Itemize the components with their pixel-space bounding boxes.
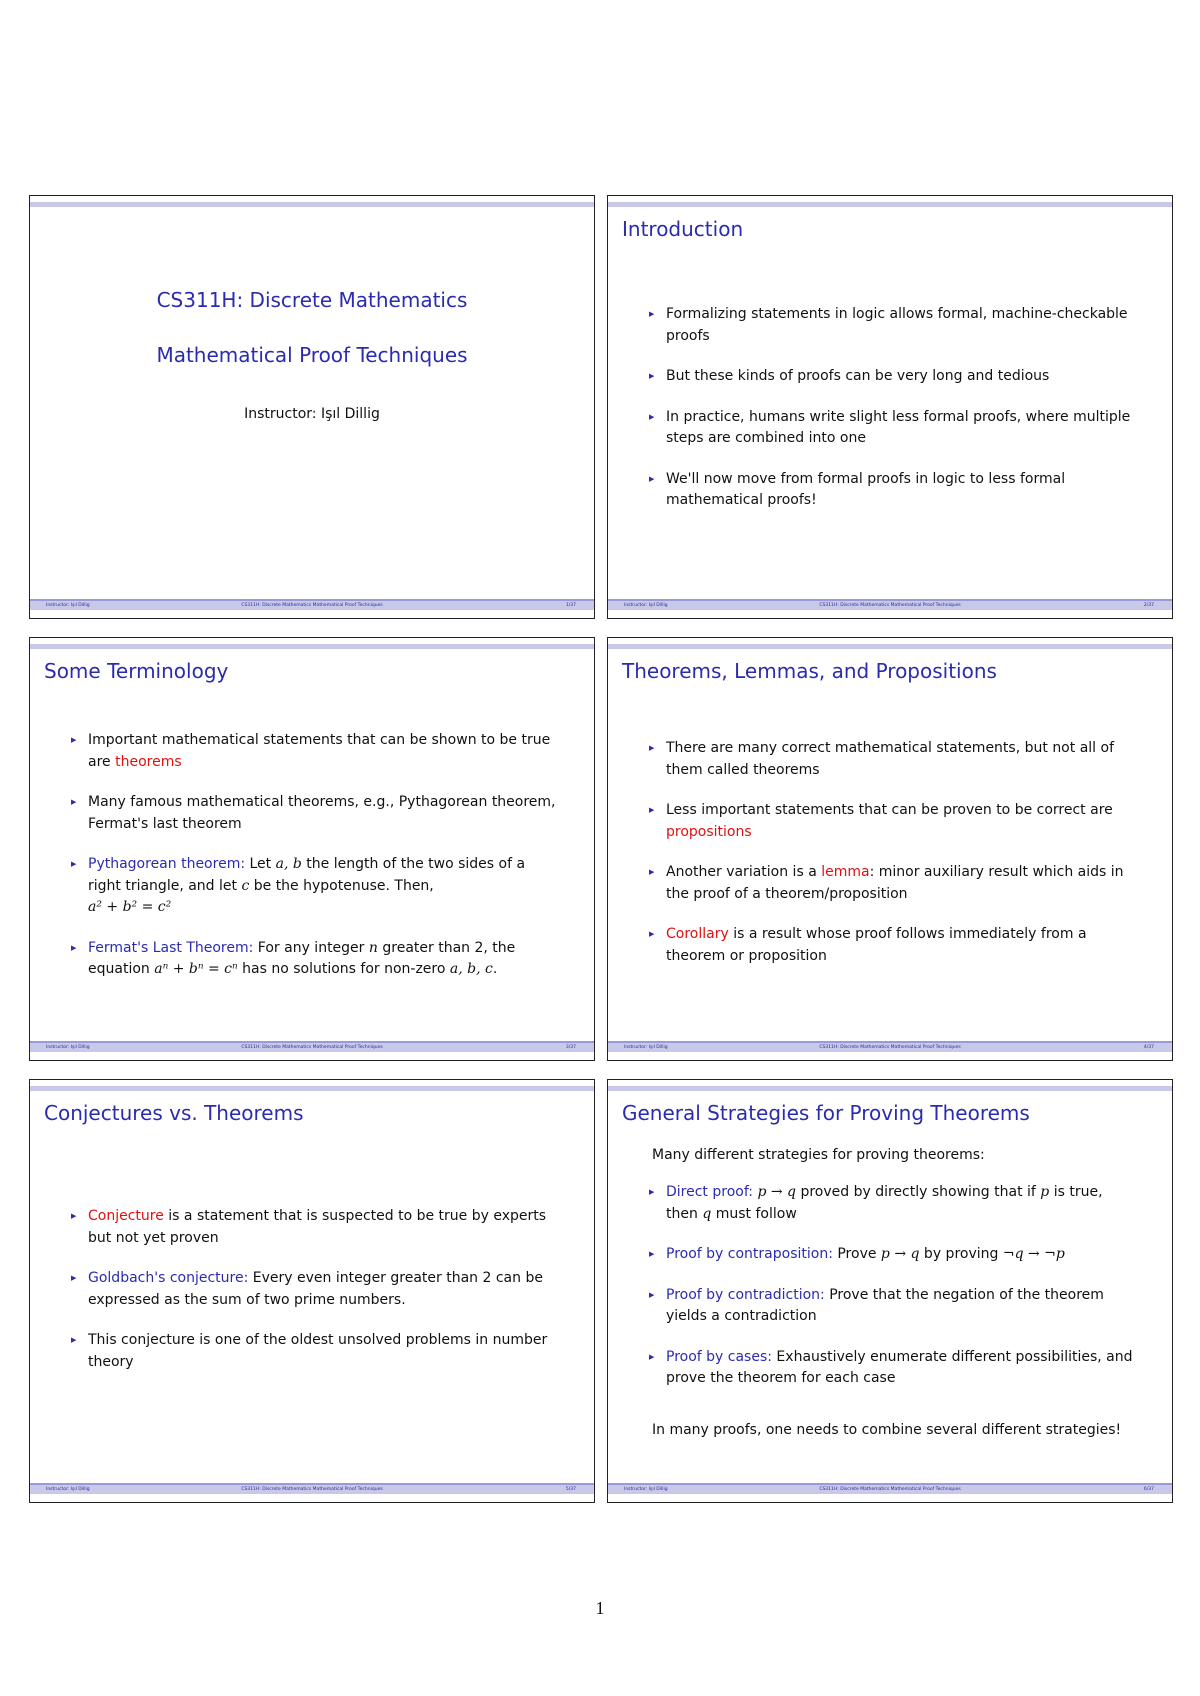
list-item: ▶ Proof by contradiction: Prove that the negation of the theorem yields a contradiction xyxy=(666,1285,1134,1328)
list-item: ▶ There are many correct mathematical statements, but not all of them called theorems xyxy=(666,738,1134,781)
bullet-list xyxy=(88,1206,556,1373)
footer-course: CS311H: Discrete Mathematics Mathematical Proof Techniques xyxy=(241,1045,383,1050)
footer-page: 3/37 xyxy=(565,1045,576,1050)
list-item: ▶ This conjecture is one of the oldest unsolved problems in number theory xyxy=(88,1330,556,1373)
footer-author: Instructor: Işıl Dillig xyxy=(624,1045,668,1050)
slide-theorems-lemmas xyxy=(607,637,1173,1061)
footer-page: 1/37 xyxy=(565,603,576,608)
list-item: ▶ Less important statements that can be proven to be correct are propositions xyxy=(666,800,1134,843)
footer-course: CS311H: Discrete Mathematics Mathematical Proof Techniques xyxy=(241,603,383,608)
list-item: ▶ Another variation is a lemma: minor auxiliary result which aids in the proof of a theorem/proposition xyxy=(666,862,1134,905)
slide-conjectures xyxy=(29,1079,595,1503)
formula: aⁿ + bⁿ = cⁿ xyxy=(154,961,238,977)
footer-course: CS311H: Discrete Mathematics Mathematical Proof Techniques xyxy=(241,1487,383,1492)
formula: p → q xyxy=(880,1246,920,1262)
list-item: ▶ Corollary is a result whose proof follows immediately from a theorem or proposition xyxy=(666,924,1134,967)
term-highlight: Fermat's Last Theorem: xyxy=(88,939,254,956)
outro-text: In many proofs, one needs to combine several different strategies! xyxy=(652,1422,1122,1438)
slide-proof-strategies xyxy=(607,1079,1173,1503)
slide-heading: Introduction xyxy=(622,217,744,241)
list-item: ▶ Proof by contraposition: Prove p → q by proving ¬q → ¬p xyxy=(666,1244,1134,1266)
term-highlight: Pythagorean theorem: xyxy=(88,856,246,872)
slide-heading: Conjectures vs. Theorems xyxy=(44,1101,304,1125)
formula: p → q xyxy=(757,1184,796,1200)
term-highlight: propositions xyxy=(666,823,752,840)
list-item: ▶ But these kinds of proofs can be very long and tedious xyxy=(666,366,1134,388)
slide-heading: General Strategies for Proving Theorems xyxy=(622,1101,1030,1125)
list-item: ▶ Formalizing statements in logic allows formal, machine-checkable proofs xyxy=(666,304,1134,347)
page-number: 1 xyxy=(595,1598,605,1618)
slide-heading: Some Terminology xyxy=(44,659,229,683)
slide-footer xyxy=(30,1041,594,1052)
footer-course: CS311H: Discrete Mathematics Mathematical Proof Techniques xyxy=(819,1045,961,1050)
footer-author: Instructor: Işıl Dillig xyxy=(46,1487,90,1492)
list-item: ▶ Pythagorean theorem: Let a, b the length of the two sides of a right triangle, and let c be the hypotenuse. Then, a² + b² = c² xyxy=(88,854,556,919)
term-highlight: Direct proof: xyxy=(666,1184,753,1200)
list-item: ▶ We'll now move from formal proofs in logic to less formal mathematical proofs! xyxy=(666,469,1134,512)
list-item: ▶ Direct proof: p → q proved by directly showing that if p is true, then q must follow xyxy=(666,1182,1134,1225)
course-title: CS311H: Discrete Mathematics xyxy=(156,288,468,312)
term-highlight: Proof by contradiction: xyxy=(666,1286,825,1303)
footer-author: Instructor: Işıl Dillig xyxy=(46,603,90,608)
bullet-list xyxy=(666,1182,1134,1390)
lecture-topic: Mathematical Proof Techniques xyxy=(156,343,468,367)
term-highlight: Conjecture xyxy=(88,1208,164,1224)
list-item: ▶ Conjecture is a statement that is suspected to be true by experts but not yet proven xyxy=(88,1206,556,1249)
footer-author: Instructor: Işıl Dillig xyxy=(46,1045,90,1050)
footer-course: CS311H: Discrete Mathematics Mathematical Proof Techniques xyxy=(819,603,961,608)
formula: ¬q → ¬p xyxy=(1002,1246,1065,1262)
term-highlight: theorems xyxy=(115,753,182,770)
instructor-line: Instructor: Işıl Dillig xyxy=(244,406,380,422)
list-item: ▶ Goldbach's conjecture: Every even integer greater than 2 can be expressed as the sum of two prime numbers. xyxy=(88,1268,556,1311)
slide-footer xyxy=(608,1483,1172,1494)
slide-terminology xyxy=(29,637,595,1061)
list-item: ▶ Fermat's Last Theorem: For any integer n greater than 2, the equation aⁿ + bⁿ = cⁿ has no solutions for non-zero a, b, c. xyxy=(88,938,556,981)
footer-page: 4/37 xyxy=(1143,1045,1154,1050)
slide-footer xyxy=(30,1483,594,1494)
list-item: ▶ Many famous mathematical theorems, e.g., Pythagorean theorem, Fermat's last theorem xyxy=(88,792,556,835)
slide-introduction xyxy=(607,195,1173,619)
term-highlight: Proof by cases: xyxy=(666,1348,772,1365)
slide-footer xyxy=(608,599,1172,610)
slide-footer xyxy=(30,599,594,610)
footer-course: CS311H: Discrete Mathematics Mathematical Proof Techniques xyxy=(819,1487,961,1492)
list-item: ▶ In practice, humans write slight less formal proofs, where multiple steps are combined into one xyxy=(666,407,1134,450)
slide-heading: Theorems, Lemmas, and Propositions xyxy=(622,659,997,683)
footer-author: Instructor: Işıl Dillig xyxy=(624,603,668,608)
slide-footer xyxy=(608,1041,1172,1052)
list-item: ▶ Proof by cases: Exhaustively enumerate different possibilities, and prove the theorem for each case xyxy=(666,1347,1134,1390)
bullet-list xyxy=(666,304,1134,512)
term-highlight: Corollary xyxy=(666,926,729,942)
footer-page: 6/37 xyxy=(1143,1487,1154,1492)
list-item: ▶ Important mathematical statements that can be shown to be true are theorems xyxy=(88,730,556,773)
slide-title xyxy=(29,195,595,619)
term-highlight: Proof by contraposition: xyxy=(666,1246,833,1262)
bullet-list xyxy=(88,730,556,981)
intro-text: Many different strategies for proving theorems: xyxy=(652,1147,985,1163)
footer-author: Instructor: Işıl Dillig xyxy=(624,1487,668,1492)
footer-page: 2/37 xyxy=(1143,603,1154,608)
formula: a² + b² = c² xyxy=(88,899,172,915)
term-highlight: lemma xyxy=(821,864,870,880)
bullet-list xyxy=(666,738,1134,967)
footer-page: 5/37 xyxy=(565,1487,576,1492)
term-highlight: Goldbach's conjecture: xyxy=(88,1270,249,1286)
